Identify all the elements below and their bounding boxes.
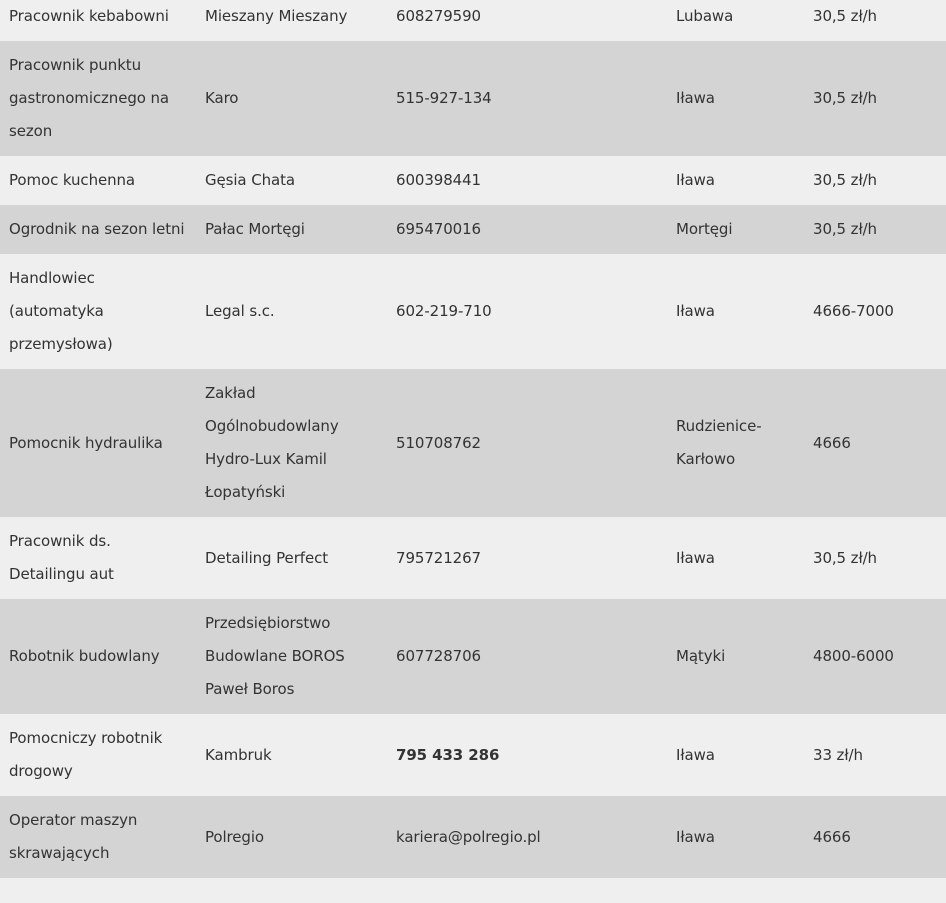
job-salary: 33 zł/h bbox=[804, 714, 946, 796]
job-position: Pracownik punktu gastronomicznego na sezon bbox=[0, 41, 196, 156]
job-position: Robotnik budowlany bbox=[0, 599, 196, 714]
job-salary: 30,5 zł/h bbox=[804, 41, 946, 156]
job-position: Pracownik kebabowni bbox=[0, 0, 196, 41]
job-location: Iława bbox=[667, 156, 804, 205]
job-position: Ogrodnik na sezon letni bbox=[0, 205, 196, 254]
job-employer: Zakład Ogólnobudowlany Hydro-Lux Kamil Łopatyński bbox=[196, 369, 387, 517]
job-employer: Przedsiębiorstwo Budowlane BOROS Paweł Boros bbox=[196, 599, 387, 714]
job-employer: Pałac Mortęgi bbox=[196, 205, 387, 254]
job-employer: Gęsia Chata bbox=[196, 156, 387, 205]
table-row bbox=[0, 156, 946, 205]
job-salary: 4666-7000 bbox=[804, 254, 946, 369]
job-location: Rudzienice-Karłowo bbox=[667, 369, 804, 517]
job-contact: 608279590 bbox=[387, 0, 667, 41]
job-contact: 795721267 bbox=[387, 517, 667, 599]
job-employer: Legal s.c. bbox=[196, 254, 387, 369]
table-row bbox=[0, 714, 946, 796]
job-position: Handlowiec (automatyka przemysłowa) bbox=[0, 254, 196, 369]
job-contact: 695470016 bbox=[387, 205, 667, 254]
job-employer: Kambruk bbox=[196, 714, 387, 796]
job-position: Pomocniczy robotnik drogowy bbox=[0, 714, 196, 796]
table-row bbox=[0, 41, 946, 156]
job-employer: Detailing Perfect bbox=[196, 517, 387, 599]
job-employer: Karo bbox=[196, 41, 387, 156]
job-contact: 510708762 bbox=[387, 369, 667, 517]
table-row bbox=[0, 599, 946, 714]
job-position: Pomocnik hydraulika bbox=[0, 369, 196, 517]
job-contact: 607728706 bbox=[387, 599, 667, 714]
job-location: Mątyki bbox=[667, 599, 804, 714]
job-location: Iława bbox=[667, 254, 804, 369]
job-salary: 4800-6000 bbox=[804, 599, 946, 714]
job-contact: 602-219-710 bbox=[387, 254, 667, 369]
job-location: Iława bbox=[667, 41, 804, 156]
table-row bbox=[0, 369, 946, 517]
job-position: Pomoc kuchenna bbox=[0, 156, 196, 205]
job-contact: 515-927-134 bbox=[387, 41, 667, 156]
job-salary: 30,5 zł/h bbox=[804, 0, 946, 41]
job-employer: Mieszany Mieszany bbox=[196, 0, 387, 41]
job-position: Operator maszyn skrawających bbox=[0, 796, 196, 878]
job-salary: 4666 bbox=[804, 369, 946, 517]
job-salary: 4666 bbox=[804, 796, 946, 878]
job-location: Lubawa bbox=[667, 0, 804, 41]
job-contact: 795 433 286 bbox=[387, 714, 667, 796]
job-location: Mortęgi bbox=[667, 205, 804, 254]
job-salary: 30,5 zł/h bbox=[804, 156, 946, 205]
table-row bbox=[0, 0, 946, 41]
job-location: Iława bbox=[667, 517, 804, 599]
table-row bbox=[0, 254, 946, 369]
job-contact: 600398441 bbox=[387, 156, 667, 205]
job-salary: 30,5 zł/h bbox=[804, 205, 946, 254]
job-employer: Polregio bbox=[196, 796, 387, 878]
table-row bbox=[0, 205, 946, 254]
job-location: Iława bbox=[667, 796, 804, 878]
job-salary: 30,5 zł/h bbox=[804, 517, 946, 599]
table-row bbox=[0, 517, 946, 599]
job-contact: kariera@polregio.pl bbox=[387, 796, 667, 878]
job-location: Iława bbox=[667, 714, 804, 796]
table-row bbox=[0, 796, 946, 878]
job-position: Pracownik ds. Detailingu aut bbox=[0, 517, 196, 599]
